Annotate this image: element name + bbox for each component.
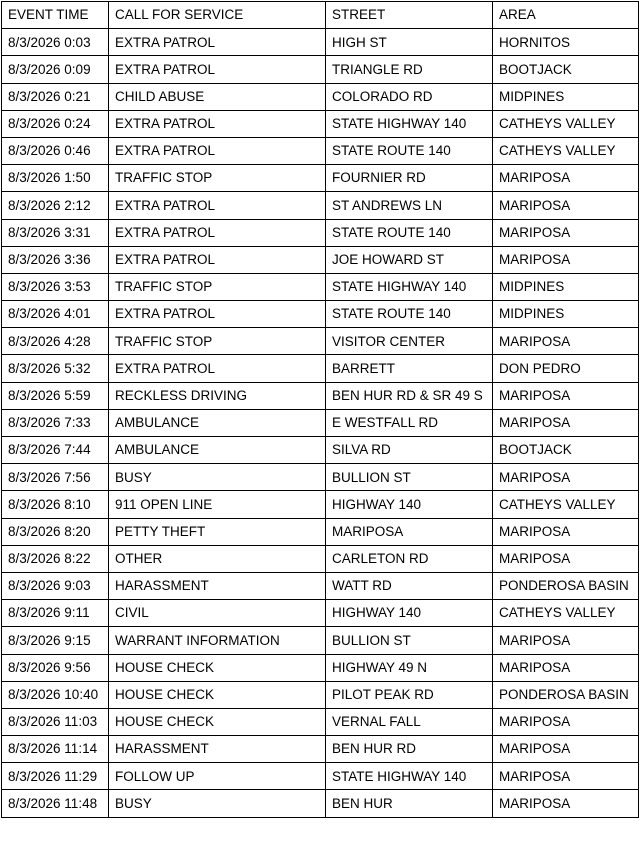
cell-call-for-service: EXTRA PATROL xyxy=(109,137,326,164)
cell-event-time: 8/3/2026 8:10 xyxy=(2,491,109,518)
cell-call-for-service: EXTRA PATROL xyxy=(109,219,326,246)
cell-call-for-service: EXTRA PATROL xyxy=(109,246,326,273)
table-row xyxy=(2,708,639,735)
table-row xyxy=(2,382,639,409)
cell-area: MARIPOSA xyxy=(493,409,639,436)
cell-area: MIDPINES xyxy=(493,83,639,110)
header-row xyxy=(2,2,639,29)
cell-street: E WESTFALL RD xyxy=(326,409,493,436)
table-row xyxy=(2,409,639,436)
cell-call-for-service: PETTY THEFT xyxy=(109,518,326,545)
cell-street: BEN HUR RD xyxy=(326,736,493,763)
table-row xyxy=(2,790,639,817)
cell-area: CATHEYS VALLEY xyxy=(493,137,639,164)
table-row xyxy=(2,273,639,300)
cell-event-time: 8/3/2026 11:03 xyxy=(2,708,109,735)
cell-area: MARIPOSA xyxy=(493,627,639,654)
cell-call-for-service: BUSY xyxy=(109,464,326,491)
cell-street: STATE ROUTE 140 xyxy=(326,137,493,164)
table-row xyxy=(2,518,639,545)
cell-event-time: 8/3/2026 0:46 xyxy=(2,137,109,164)
cell-event-time: 8/3/2026 9:15 xyxy=(2,627,109,654)
table-row xyxy=(2,246,639,273)
cell-street: HIGHWAY 140 xyxy=(326,491,493,518)
cell-call-for-service: BUSY xyxy=(109,790,326,817)
table-row xyxy=(2,219,639,246)
cell-event-time: 8/3/2026 11:48 xyxy=(2,790,109,817)
table-row xyxy=(2,83,639,110)
cell-call-for-service: EXTRA PATROL xyxy=(109,192,326,219)
cell-call-for-service: CIVIL xyxy=(109,600,326,627)
table-row xyxy=(2,627,639,654)
table-row xyxy=(2,56,639,83)
cell-area: MARIPOSA xyxy=(493,192,639,219)
table-row xyxy=(2,600,639,627)
cell-street: WATT RD xyxy=(326,572,493,599)
cell-street: COLORADO RD xyxy=(326,83,493,110)
cell-call-for-service: HOUSE CHECK xyxy=(109,708,326,735)
cell-call-for-service: RECKLESS DRIVING xyxy=(109,382,326,409)
cell-event-time: 8/3/2026 5:32 xyxy=(2,355,109,382)
cell-street: PILOT PEAK RD xyxy=(326,681,493,708)
cell-area: MARIPOSA xyxy=(493,736,639,763)
cell-event-time: 8/3/2026 7:44 xyxy=(2,437,109,464)
cell-street: JOE HOWARD ST xyxy=(326,246,493,273)
cell-area: MARIPOSA xyxy=(493,708,639,735)
cell-call-for-service: TRAFFIC STOP xyxy=(109,273,326,300)
cell-call-for-service: EXTRA PATROL xyxy=(109,110,326,137)
cell-street: MARIPOSA xyxy=(326,518,493,545)
cell-street: HIGHWAY 140 xyxy=(326,600,493,627)
cell-event-time: 8/3/2026 9:03 xyxy=(2,572,109,599)
cell-area: MARIPOSA xyxy=(493,518,639,545)
cell-call-for-service: WARRANT INFORMATION xyxy=(109,627,326,654)
table-row xyxy=(2,29,639,56)
cell-street: BULLION ST xyxy=(326,627,493,654)
table-row xyxy=(2,355,639,382)
table-header xyxy=(2,2,639,29)
cell-street: HIGH ST xyxy=(326,29,493,56)
cell-street: FOURNIER RD xyxy=(326,165,493,192)
cell-call-for-service: HARASSMENT xyxy=(109,572,326,599)
cell-area: MARIPOSA xyxy=(493,763,639,790)
cell-street: TRIANGLE RD xyxy=(326,56,493,83)
cell-area: CATHEYS VALLEY xyxy=(493,110,639,137)
cell-event-time: 8/3/2026 9:11 xyxy=(2,600,109,627)
cell-area: CATHEYS VALLEY xyxy=(493,491,639,518)
table-row xyxy=(2,192,639,219)
cell-call-for-service: TRAFFIC STOP xyxy=(109,328,326,355)
cell-event-time: 8/3/2026 3:53 xyxy=(2,273,109,300)
cell-event-time: 8/3/2026 0:24 xyxy=(2,110,109,137)
cell-event-time: 8/3/2026 4:28 xyxy=(2,328,109,355)
cell-area: MIDPINES xyxy=(493,301,639,328)
cell-call-for-service: TRAFFIC STOP xyxy=(109,165,326,192)
cell-event-time: 8/3/2026 3:36 xyxy=(2,246,109,273)
cell-street: STATE HIGHWAY 140 xyxy=(326,273,493,300)
cell-area: MARIPOSA xyxy=(493,246,639,273)
cell-event-time: 8/3/2026 4:01 xyxy=(2,301,109,328)
cell-event-time: 8/3/2026 2:12 xyxy=(2,192,109,219)
cell-area: PONDEROSA BASIN xyxy=(493,681,639,708)
table-row xyxy=(2,654,639,681)
cell-area: MARIPOSA xyxy=(493,654,639,681)
cell-area: DON PEDRO xyxy=(493,355,639,382)
cell-call-for-service: HARASSMENT xyxy=(109,736,326,763)
cell-event-time: 8/3/2026 1:50 xyxy=(2,165,109,192)
cell-event-time: 8/3/2026 0:21 xyxy=(2,83,109,110)
cell-street: VISITOR CENTER xyxy=(326,328,493,355)
cell-event-time: 8/3/2026 11:29 xyxy=(2,763,109,790)
column-header-event-time: EVENT TIME xyxy=(2,2,109,29)
cell-event-time: 8/3/2026 7:33 xyxy=(2,409,109,436)
table-row xyxy=(2,681,639,708)
cell-area: PONDEROSA BASIN xyxy=(493,572,639,599)
cell-area: MARIPOSA xyxy=(493,790,639,817)
cell-event-time: 8/3/2026 0:09 xyxy=(2,56,109,83)
cell-event-time: 8/3/2026 11:14 xyxy=(2,736,109,763)
table-row xyxy=(2,110,639,137)
cell-call-for-service: EXTRA PATROL xyxy=(109,29,326,56)
cell-event-time: 8/3/2026 9:56 xyxy=(2,654,109,681)
table-row xyxy=(2,137,639,164)
cell-street: CARLETON RD xyxy=(326,545,493,572)
cell-street: BARRETT xyxy=(326,355,493,382)
cell-call-for-service: OTHER xyxy=(109,545,326,572)
table-row xyxy=(2,165,639,192)
cell-call-for-service: HOUSE CHECK xyxy=(109,681,326,708)
cell-street: BEN HUR xyxy=(326,790,493,817)
cell-call-for-service: CHILD ABUSE xyxy=(109,83,326,110)
cell-call-for-service: HOUSE CHECK xyxy=(109,654,326,681)
cell-call-for-service: AMBULANCE xyxy=(109,437,326,464)
cell-area: MARIPOSA xyxy=(493,545,639,572)
cell-area: MARIPOSA xyxy=(493,464,639,491)
cell-area: CATHEYS VALLEY xyxy=(493,600,639,627)
cell-event-time: 8/3/2026 5:59 xyxy=(2,382,109,409)
cell-call-for-service: EXTRA PATROL xyxy=(109,56,326,83)
table-row xyxy=(2,763,639,790)
cell-area: BOOTJACK xyxy=(493,437,639,464)
cell-call-for-service: AMBULANCE xyxy=(109,409,326,436)
cell-event-time: 8/3/2026 0:03 xyxy=(2,29,109,56)
table-body xyxy=(2,29,639,817)
cell-street: SILVA RD xyxy=(326,437,493,464)
table-row xyxy=(2,736,639,763)
cell-call-for-service: EXTRA PATROL xyxy=(109,355,326,382)
cell-call-for-service: 911 OPEN LINE xyxy=(109,491,326,518)
table-row xyxy=(2,545,639,572)
table-row xyxy=(2,437,639,464)
cell-area: HORNITOS xyxy=(493,29,639,56)
cell-area: BOOTJACK xyxy=(493,56,639,83)
cell-call-for-service: FOLLOW UP xyxy=(109,763,326,790)
table-row xyxy=(2,464,639,491)
table-row xyxy=(2,491,639,518)
cell-street: ST ANDREWS LN xyxy=(326,192,493,219)
cell-call-for-service: EXTRA PATROL xyxy=(109,301,326,328)
table-row xyxy=(2,301,639,328)
cell-event-time: 8/3/2026 8:22 xyxy=(2,545,109,572)
cell-area: MARIPOSA xyxy=(493,219,639,246)
cell-street: VERNAL FALL xyxy=(326,708,493,735)
cell-street: STATE HIGHWAY 140 xyxy=(326,110,493,137)
cell-event-time: 8/3/2026 3:31 xyxy=(2,219,109,246)
calls-table xyxy=(1,1,639,818)
cell-street: STATE HIGHWAY 140 xyxy=(326,763,493,790)
table-row xyxy=(2,572,639,599)
cell-area: MIDPINES xyxy=(493,273,639,300)
table-row xyxy=(2,328,639,355)
cell-street: HIGHWAY 49 N xyxy=(326,654,493,681)
cell-street: BULLION ST xyxy=(326,464,493,491)
cell-event-time: 8/3/2026 8:20 xyxy=(2,518,109,545)
column-header-area: AREA xyxy=(493,2,639,29)
column-header-street: STREET xyxy=(326,2,493,29)
cell-street: STATE ROUTE 140 xyxy=(326,219,493,246)
column-header-call-for-service: CALL FOR SERVICE xyxy=(109,2,326,29)
cell-area: MARIPOSA xyxy=(493,328,639,355)
cell-event-time: 8/3/2026 7:56 xyxy=(2,464,109,491)
cell-street: BEN HUR RD & SR 49 S xyxy=(326,382,493,409)
cell-street: STATE ROUTE 140 xyxy=(326,301,493,328)
cell-area: MARIPOSA xyxy=(493,382,639,409)
cell-event-time: 8/3/2026 10:40 xyxy=(2,681,109,708)
cell-area: MARIPOSA xyxy=(493,165,639,192)
